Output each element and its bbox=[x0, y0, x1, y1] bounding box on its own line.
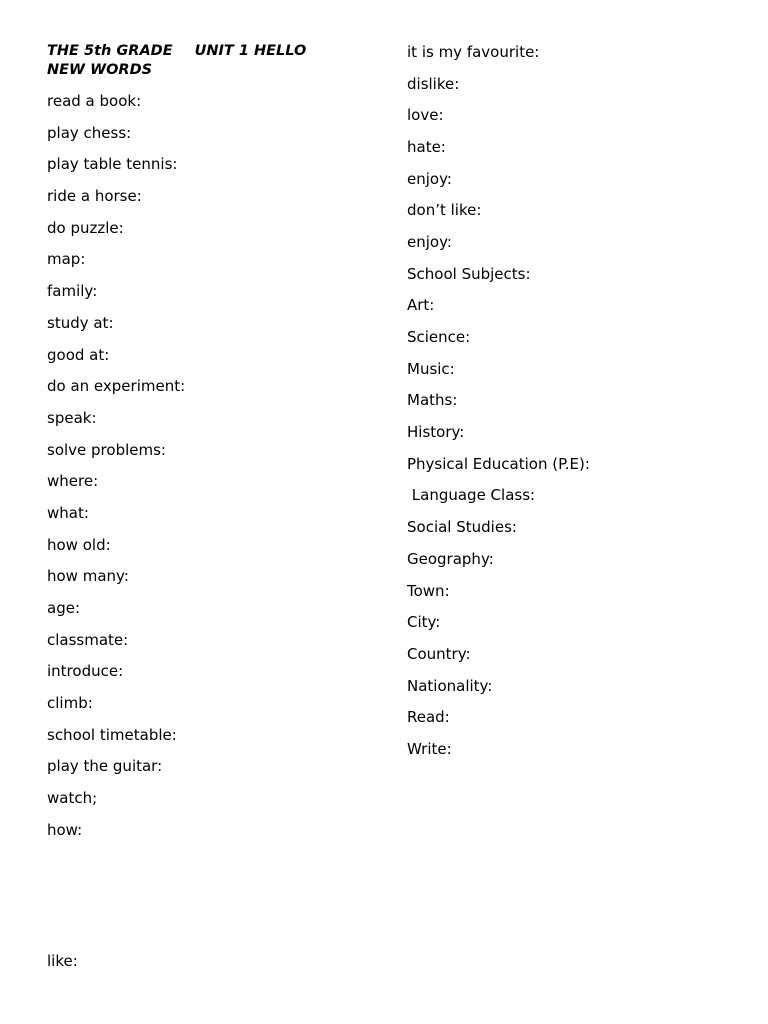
word-item: age: bbox=[47, 599, 80, 617]
right-word-list bbox=[407, 42, 747, 771]
word-item: Language Class: bbox=[407, 486, 536, 505]
word-item: play the guitar: bbox=[47, 757, 163, 776]
word-item: enjoy: bbox=[407, 169, 452, 188]
word-item: Geography: bbox=[407, 549, 494, 568]
word-item: how: bbox=[47, 820, 83, 839]
word-item: hate: bbox=[407, 137, 446, 156]
word-item: do an experiment: bbox=[47, 377, 186, 396]
word-item: love: bbox=[407, 106, 444, 125]
word-item: enjoy: bbox=[407, 232, 452, 251]
word-item: do puzzle: bbox=[47, 218, 124, 237]
new-words-heading: NEW WORDS bbox=[47, 62, 153, 78]
word-item: Social Studies: bbox=[407, 518, 517, 537]
word-item: speak: bbox=[47, 408, 97, 427]
word-item: Read: bbox=[407, 708, 450, 727]
word-item-like: like: bbox=[47, 952, 78, 970]
word-item: map: bbox=[47, 250, 86, 269]
word-item: where: bbox=[47, 472, 99, 491]
word-item: Music: bbox=[407, 359, 455, 378]
word-item: Maths: bbox=[407, 391, 458, 410]
word-item: climb: bbox=[47, 694, 93, 713]
word-item: play chess: bbox=[47, 123, 132, 142]
word-item: read a book: bbox=[47, 92, 142, 110]
unit-title: UNIT 1 HELLO bbox=[194, 43, 307, 59]
word-item: study at: bbox=[47, 313, 114, 332]
word-item: it is my favourite: bbox=[407, 43, 540, 61]
section-heading-school-subjects: School Subjects: bbox=[407, 264, 531, 283]
word-item: what: bbox=[47, 503, 89, 522]
worksheet-title-row bbox=[47, 42, 367, 61]
word-item: City: bbox=[407, 613, 441, 632]
grade-title: THE 5th GRADE bbox=[47, 43, 173, 59]
word-item: watch; bbox=[47, 789, 98, 808]
word-item: solve problems: bbox=[47, 440, 166, 459]
word-item: Nationality: bbox=[407, 676, 493, 695]
word-item: family: bbox=[47, 282, 98, 301]
word-item: History: bbox=[407, 423, 465, 442]
word-item: Physical Education (P.E): bbox=[407, 454, 590, 473]
word-item: school timetable: bbox=[47, 725, 177, 744]
word-item: classmate: bbox=[47, 630, 129, 649]
word-item: introduce: bbox=[47, 662, 124, 681]
word-item: Art: bbox=[407, 296, 435, 315]
right-column bbox=[407, 42, 747, 771]
left-word-list bbox=[47, 91, 367, 852]
word-item: Science: bbox=[407, 328, 471, 346]
word-item: ride a horse: bbox=[47, 187, 142, 206]
word-item: Town: bbox=[407, 581, 450, 600]
word-item: play table tennis: bbox=[47, 155, 178, 174]
word-item: Write: bbox=[407, 739, 452, 758]
word-item: how old: bbox=[47, 535, 111, 554]
word-item: Country: bbox=[407, 644, 471, 663]
word-item: dislike: bbox=[407, 74, 460, 93]
left-column bbox=[47, 42, 367, 852]
word-item: good at: bbox=[47, 345, 110, 364]
word-item: don’t like: bbox=[407, 201, 482, 220]
word-item: how many: bbox=[47, 567, 129, 586]
